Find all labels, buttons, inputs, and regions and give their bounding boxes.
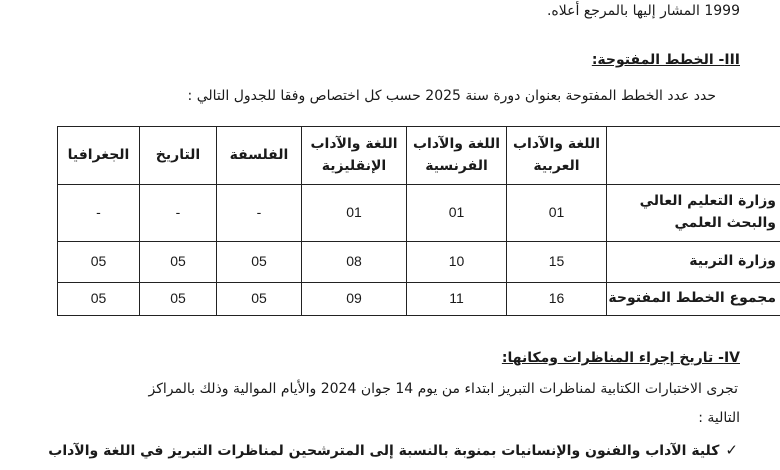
checkmark-icon: ✓ (725, 441, 738, 459)
header-english: اللغة والآداب الإنقليزية (302, 127, 407, 185)
table-row (58, 185, 780, 242)
section3-intro: حدد عدد الخطط المفتوحة بعنوان دورة سنة 2025 حسب كل اختصاص وفقا للجدول التالي : (187, 88, 716, 104)
header-arabic: اللغة والآداب العربية (507, 127, 607, 185)
table-row (58, 283, 780, 316)
table-header-row (58, 127, 780, 185)
header-french: اللغة والآداب الفرنسية (407, 127, 507, 185)
row-label-total: مجموع الخطط المفتوحة (607, 283, 780, 316)
table-cell: 16 (507, 283, 607, 316)
section4-line1: تجرى الاختبارات الكتابية لمناظرات التبريز ابتداء من يوم 14 جوان 2024 والأيام الموالية وذلك بالمراكز (148, 381, 738, 397)
table-cell: 01 (507, 185, 607, 242)
table-cell: 05 (140, 242, 217, 283)
header-philosophy: الفلسفة (217, 127, 302, 185)
row-label-higher-education: وزارة التعليم العالي والبحث العلمي (607, 185, 780, 242)
section3-title: III- الخطط المفتوحة: (591, 52, 740, 68)
table-cell: 05 (217, 283, 302, 316)
table-cell: 05 (58, 242, 140, 283)
section4-line2: التالية : (698, 410, 740, 426)
table-cell: 05 (217, 242, 302, 283)
table-corner-cell (607, 127, 780, 185)
table-cell: 01 (407, 185, 507, 242)
bullet-text: كلية الآداب والفنون والإنسانيات بمنوبة بالنسبة إلى المترشحين لمناظرات التبريز في اللغة والآداب (48, 443, 720, 459)
table-cell: 05 (140, 283, 217, 316)
table-cell: - (217, 185, 302, 242)
bullet-item (48, 441, 738, 459)
table-cell: 09 (302, 283, 407, 316)
table-cell: 01 (302, 185, 407, 242)
top-line: 1999 المشار إليها بالمرجع أعلاه. (546, 3, 740, 19)
section4-title: IV- تاريخ إجراء المناظرات ومكانها: (501, 350, 740, 366)
open-plans-table (57, 126, 780, 316)
header-geography: الجغرافيا (58, 127, 140, 185)
table-cell: 08 (302, 242, 407, 283)
header-history: التاريخ (140, 127, 217, 185)
table-cell: 10 (407, 242, 507, 283)
table-row (58, 242, 780, 283)
table-cell: 11 (407, 283, 507, 316)
table-cell: 05 (58, 283, 140, 316)
table-cell: 15 (507, 242, 607, 283)
table-cell: - (58, 185, 140, 242)
row-label-education: وزارة التربية (607, 242, 780, 283)
table-cell: - (140, 185, 217, 242)
